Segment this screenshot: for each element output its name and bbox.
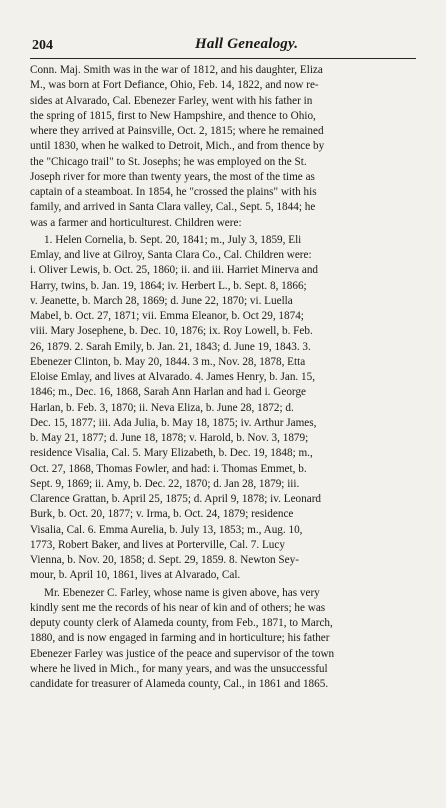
text-line: Joseph river for more than twenty years, the most of the time as	[30, 170, 315, 183]
text-line: Emlay, and live at Gilroy, Santa Clara Co., Cal. Children were:	[30, 249, 312, 261]
paragraph-farley-history	[30, 63, 416, 231]
text-line: where he lived in Mich., for many years, and was the unsuccessful	[30, 662, 328, 675]
text-line: residence Visalia, Cal. 5. Mary Elizabeth, b. Dec. 19, 1848; m.,	[30, 447, 313, 460]
text-line: Burk, b. Oct. 20, 1877; v. Irma, b. Oct. 24, 1879; residence	[30, 508, 294, 521]
text-line: 1773, Robert Baker, and lives at Porterville, Cal. 7. Lucy	[30, 538, 285, 551]
text-line: viii. Mary Josephene, b. Dec. 10, 1876; ix. Roy Lowell, b. Feb.	[30, 325, 313, 338]
text-line: Sept. 9, 1869; ii. Amy, b. Dec. 22, 1870; d. Jan 28, 1879; iii.	[30, 477, 300, 490]
text-line: kindly sent me the records of his near of kin and of others; he was	[30, 601, 326, 614]
text-line: v. Jeanette, b. March 28, 1869; d. June 22, 1870; vi. Luella	[30, 294, 293, 307]
page-header	[30, 36, 416, 59]
text-line: 1. Helen Cornelia, b. Sept. 20, 1841; m., July 3, 1859, Eli	[44, 233, 302, 246]
text-line: until 1830, when he walked to Detroit, Mich., and from thence by	[30, 140, 325, 153]
running-head: Hall Genealogy.	[195, 36, 299, 52]
text-line: candidate for treasurer of Alameda county, Cal., in 1861 and 1865.	[30, 678, 329, 690]
text-line: deputy county clerk of Alameda county, from Feb., 1871, to March,	[30, 617, 333, 629]
text-line: 1880, and is now engaged in farming and in horticulture; his father	[30, 632, 330, 645]
text-line: where they arrived at Painsville, Oct. 2, 1815; where he remained	[30, 125, 324, 137]
text-line: Conn. Maj. Smith was in the war of 1812, and his daughter, Eliza	[30, 64, 323, 76]
text-line: was a farmer and horticulturest. Children were:	[30, 216, 242, 229]
text-line: Eloise Emlay, and lives at Alvarado. 4. James Henry, b. Jan. 15,	[30, 371, 316, 383]
text-line: Oct. 27, 1868, Thomas Fowler, and had: i. Thomas Emmet, b.	[30, 462, 307, 475]
text-line: Mabel, b. Oct. 27, 1871; vii. Emma Eleanor, b. Oct 29, 1874;	[30, 310, 304, 322]
text-line: Vienna, b. Nov. 20, 1858; d. Sept. 29, 1859. 8. Newton Sey-	[30, 554, 299, 566]
text-line: the spring of 1815, first to New Hampshire, and thence to Ohio,	[30, 109, 316, 122]
text-line: family, and arrived in Santa Clara valley, Cal., Sept. 5, 1844; he	[30, 201, 316, 214]
paragraph-children-list	[30, 233, 416, 584]
text-line: i. Oliver Lewis, b. Oct. 25, 1860; ii. and iii. Harriet Minerva and	[30, 264, 319, 277]
text-line: Visalia, Cal. 6. Emma Aurelia, b. July 13, 1853; m., Aug. 10,	[30, 523, 303, 536]
text-line: Dec. 15, 1877; iii. Ada Julia, b. May 18, 1875; iv. Arthur James,	[30, 416, 317, 429]
paragraph-ebenezer-c-farley	[30, 586, 416, 693]
text-line: Harlan, b. Feb. 3, 1870; ii. Neva Eliza, b. June 28, 1872; d.	[30, 401, 294, 414]
text-line: mour, b. April 10, 1861, lives at Alvarado, Cal.	[30, 569, 241, 582]
page-number: 204	[32, 38, 53, 53]
text-line: Clarence Grattan, b. April 25, 1875; d. April 9, 1878; iv. Leonard	[30, 493, 322, 505]
text-line: the "Chicago trail" to St. Josephs; he was employed on the St.	[30, 155, 307, 168]
text-line: M., was born at Fort Defiance, Ohio, Feb. 14, 1822, and now re-	[30, 79, 319, 92]
text-line: 26, 1879. 2. Sarah Emily, b. Jan. 21, 1843; d. June 19, 1843. 3.	[30, 340, 311, 353]
text-line: b. May 21, 1877; d. June 18, 1878; v. Harold, b. Nov. 3, 1879;	[30, 432, 309, 444]
text-line: Mr. Ebenezer C. Farley, whose name is given above, has very	[44, 586, 320, 599]
body-text	[30, 63, 416, 692]
text-line: sides at Alvarado, Cal. Ebenezer Farley, went with his father in	[30, 94, 313, 107]
text-line: captain of a steamboat. In 1854, he "crossed the plains" with his	[30, 186, 317, 198]
text-line: Harry, twins, b. Jan. 19, 1864; iv. Herbert L., b. Sept. 8, 1866;	[30, 279, 307, 292]
text-line: Ebenezer Clinton, b. May 20, 1844. 3 m., Nov. 28, 1878, Etta	[30, 355, 306, 368]
text-line: 1846; m., Dec. 16, 1868, Sarah Ann Harlan and had i. George	[30, 386, 306, 399]
text-line: Ebenezer Farley was justice of the peace and supervisor of the town	[30, 647, 335, 660]
